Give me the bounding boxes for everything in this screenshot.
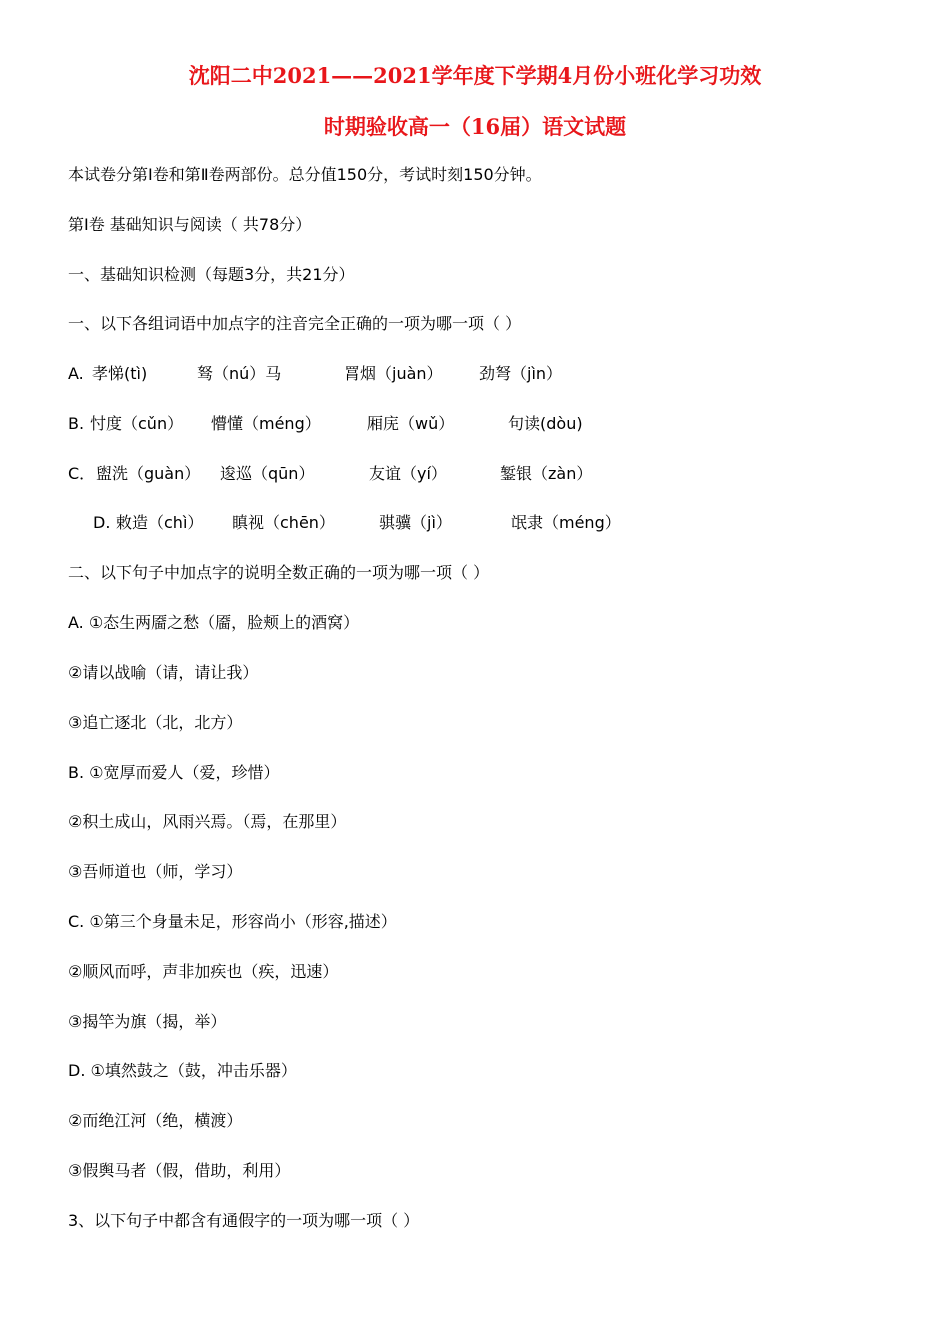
- question-3-stem: 3、以下句子中都含有通假字的一项为哪一项（ ）: [68, 1211, 420, 1230]
- q1-option-d: [93, 512, 653, 534]
- option-item: 劲弩（jìn）: [479, 364, 563, 383]
- option-item: 驽（nú）马: [197, 364, 282, 383]
- document-title-line-2: 时期验收高一（16届）语文试题: [323, 114, 627, 139]
- q2-line: ②而绝江河（绝，横渡）: [68, 1111, 243, 1130]
- option-item: 忖度（cǔn）: [90, 414, 184, 433]
- option-item: 逡巡（qūn）: [220, 464, 315, 483]
- option-label: B.: [68, 414, 85, 433]
- option-item: 罥烟（juàn）: [344, 364, 443, 383]
- q2-line: D. ①填然鼓之（鼓，冲击乐器）: [68, 1061, 297, 1080]
- option-item: 錾银（zàn）: [500, 464, 593, 483]
- q2-line: ②顺风而呼，声非加疾也（疾，迅速）: [68, 962, 339, 981]
- section1-heading: 一、基础知识检测（每题3分，共21分）: [68, 265, 355, 284]
- question-1-stem: 一、以下各组词语中加点字的注音完全正确的一项为哪一项（ ）: [68, 314, 522, 333]
- option-item: 盥洗（guàn）: [96, 464, 201, 483]
- part1-heading: 第Ⅰ卷 基础知识与阅读（ 共78分）: [68, 215, 312, 234]
- option-item: 句读(dòu): [508, 414, 583, 433]
- q1-option-b: [68, 413, 668, 435]
- question-2-stem: 二、以下句子中加点字的说明全数正确的一项为哪一项（ ）: [68, 563, 490, 582]
- option-label: C．: [68, 464, 96, 483]
- option-item: 厢庑（wǔ）: [367, 414, 455, 433]
- q1-option-c: [68, 463, 668, 485]
- q2-line: ③追亡逐北（北，北方）: [68, 713, 243, 732]
- q1-option-a: [68, 363, 668, 385]
- option-item: 敕造（chì）: [116, 513, 204, 532]
- q2-line: C. ①第三个身量未足，形容尚小（形容,描述）: [68, 912, 397, 931]
- q2-line: ②请以战喻（请，请让我）: [68, 663, 259, 682]
- option-item: 友谊（yí）: [369, 464, 447, 483]
- option-item: 氓隶（méng）: [511, 513, 621, 532]
- option-item: 骐骥（jì）: [379, 513, 452, 532]
- q2-line: ②积土成山，风雨兴焉。（焉，在那里）: [68, 812, 347, 831]
- option-label: A.: [68, 364, 84, 383]
- q2-line: B. ①宽厚而爱人（爱，珍惜）: [68, 763, 280, 782]
- exam-intro: 本试卷分第Ⅰ卷和第Ⅱ卷两部份。总分值150分，考试时刻150分钟。: [68, 165, 542, 184]
- q2-line: ③假舆马者（假，借助，利用）: [68, 1161, 291, 1180]
- option-item: 孝悌(tì): [92, 364, 148, 383]
- option-item: 瞋视（chēn）: [232, 513, 335, 532]
- option-item: 懵懂（méng）: [211, 414, 321, 433]
- q2-line: ③吾师道也（师，学习）: [68, 862, 243, 881]
- q2-line: ③揭竿为旗（揭，举）: [68, 1012, 227, 1031]
- option-label: D.: [93, 513, 111, 532]
- document-title-line-1: 沈阳二中2021——2021学年度下学期4月份小班化学习功效: [188, 63, 762, 88]
- q2-line: A. ①态生两靥之愁（靥，脸颊上的酒窝）: [68, 613, 360, 632]
